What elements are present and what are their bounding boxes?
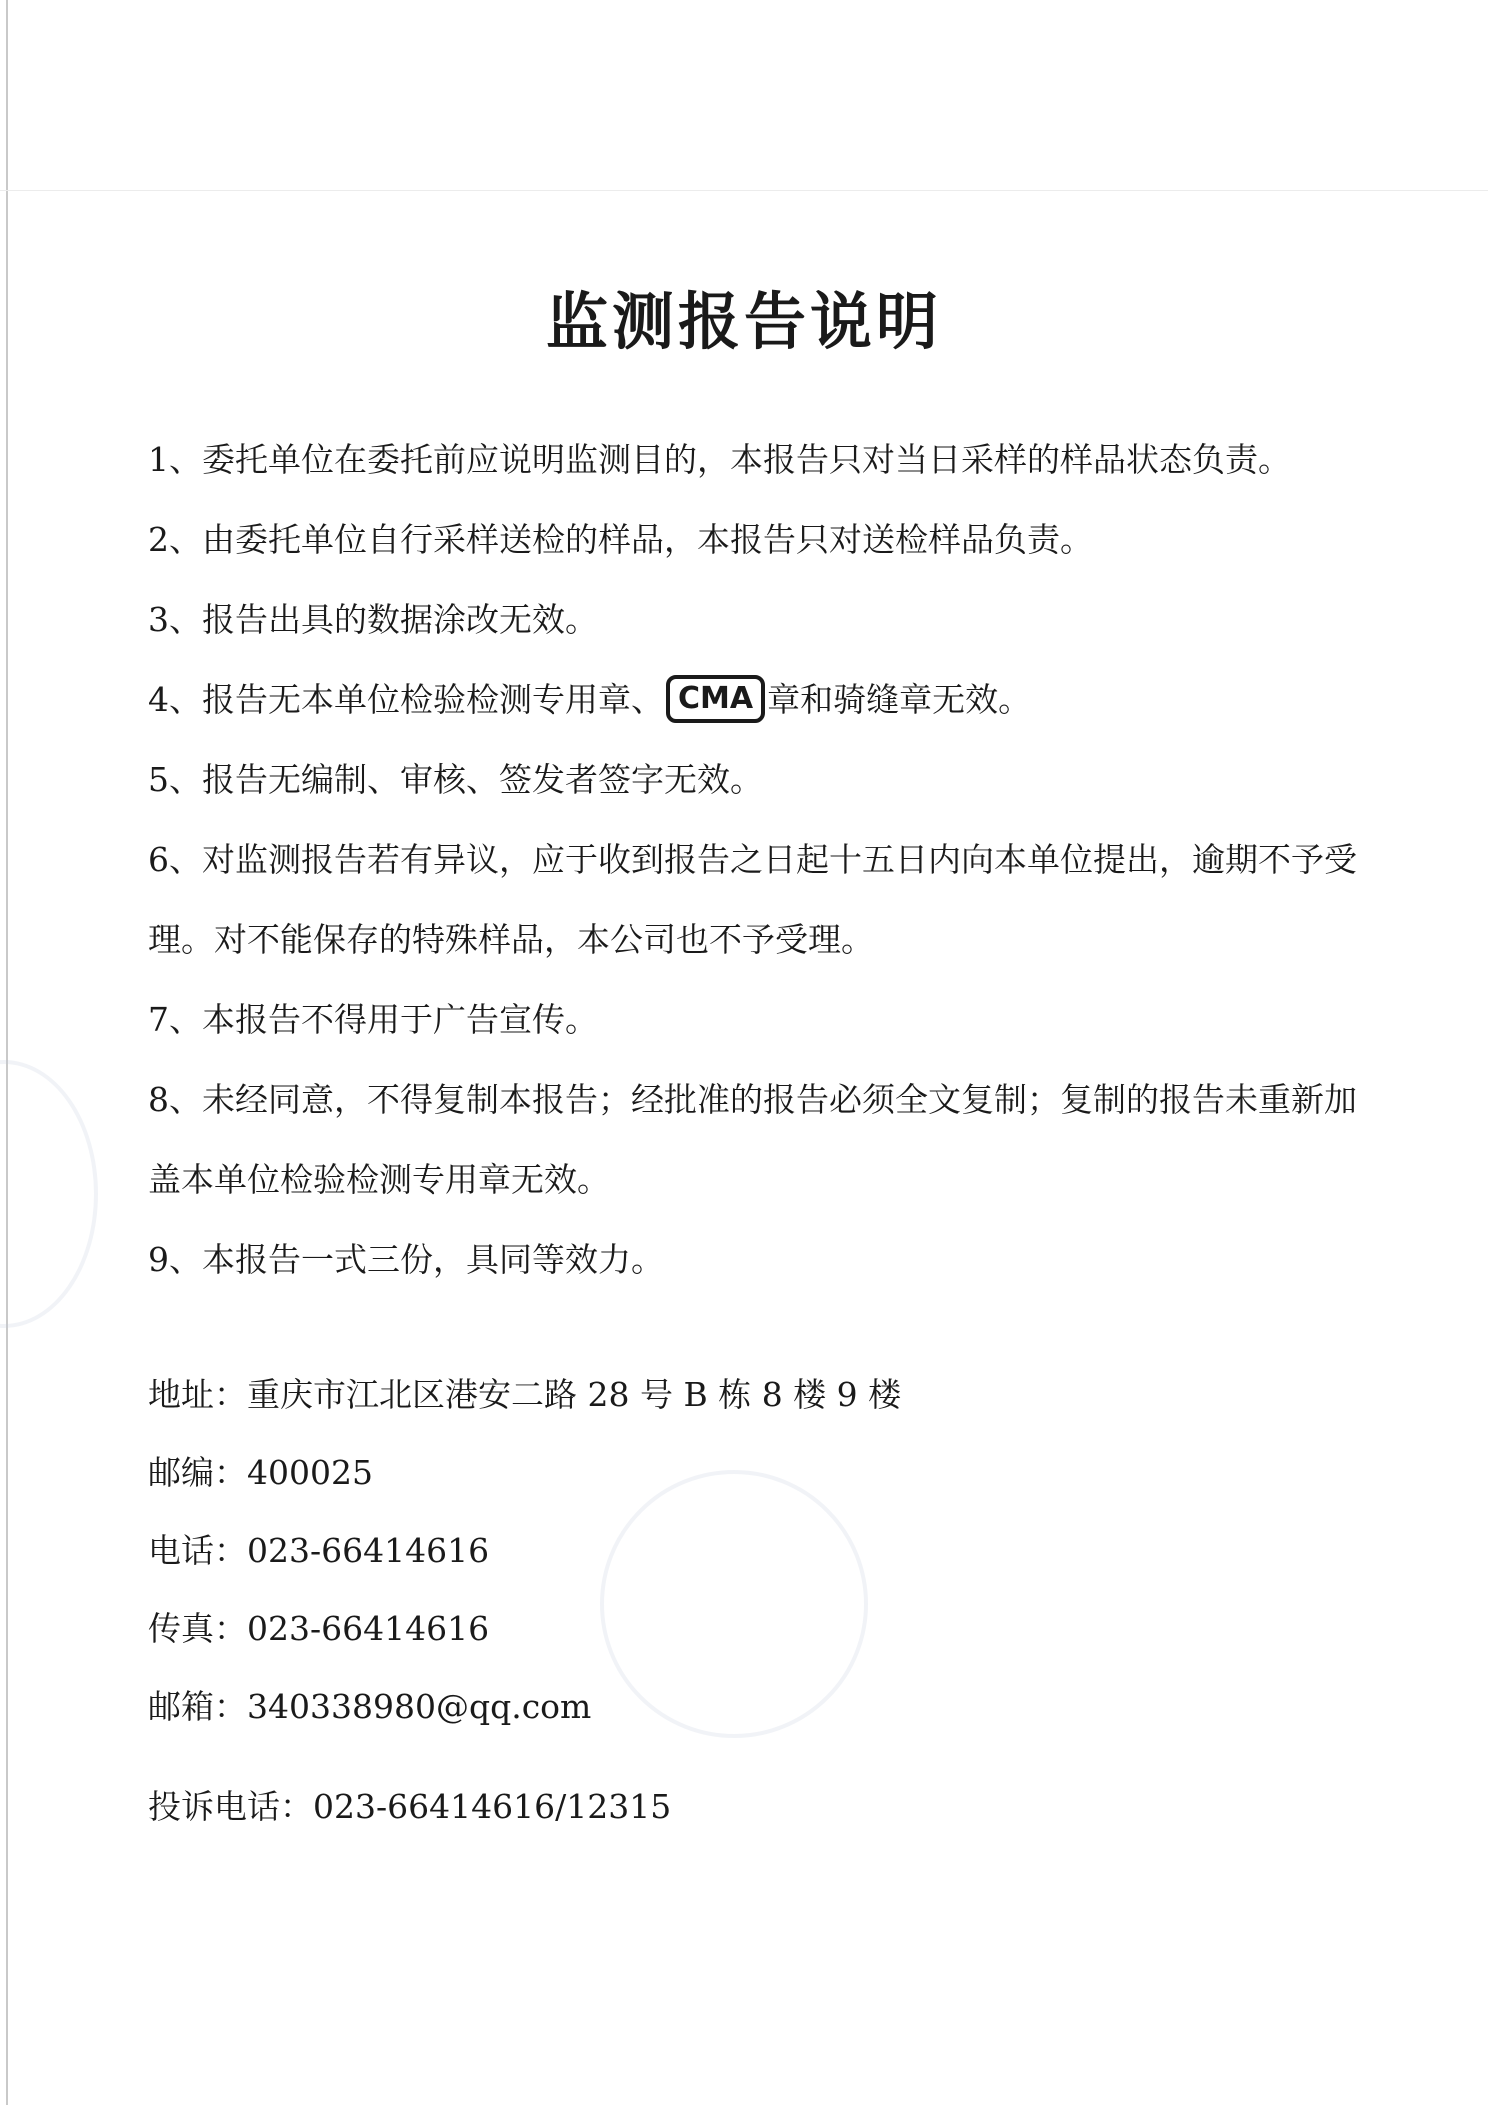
note-item-1: 1、委托单位在委托前应说明监测目的，本报告只对当日采样的样品状态负责。: [148, 440, 1291, 479]
show-through-seal: [0, 1060, 98, 1328]
contact-value: 023-66414616: [247, 1531, 490, 1570]
notes-list: [148, 420, 1368, 1300]
contact-value: 023-66414616: [247, 1609, 490, 1648]
note-item-2: 2、由委托单位自行采样送检的样品，本报告只对送检样品负责。: [148, 520, 1093, 559]
contact-postcode: [148, 1434, 1348, 1512]
note-item-6: 6、对监测报告若有异议，应于收到报告之日起十五日内向本单位提出，逾期不予受理。对不能保存的特殊样品，本公司也不予受理。: [148, 840, 1357, 959]
contact-value: 340338980@qq.com: [247, 1687, 592, 1726]
contact-address: [148, 1356, 1348, 1434]
note-item-7: 7、本报告不得用于广告宣传。: [148, 1000, 598, 1039]
note-item-4-before: 4、报告无本单位检验检测专用章、: [148, 680, 664, 719]
contact-label: 邮箱：: [148, 1687, 247, 1726]
scan-line: [0, 190, 1488, 191]
complaint-value: 023-66414616/12315: [313, 1787, 672, 1826]
complaint-phone: [148, 1768, 1348, 1846]
note-item-8: 8、未经同意，不得复制本报告；经批准的报告必须全文复制；复制的报告未重新加盖本单位检验检测专用章无效。: [148, 1080, 1357, 1199]
contact-value: 400025: [247, 1453, 373, 1492]
complaint-label: 投诉电话：: [148, 1787, 313, 1826]
page-title: 监测报告说明: [545, 285, 942, 358]
contact-value: 重庆市江北区港安二路 28 号 B 栋 8 楼 9 楼: [247, 1375, 902, 1414]
contact-phone: [148, 1512, 1348, 1590]
note-item-3: 3、报告出具的数据涂改无效。: [148, 600, 598, 639]
cma-mark-icon: CMA: [666, 675, 765, 723]
contact-label: 地址：: [148, 1375, 247, 1414]
note-item-4-after: 章和骑缝章无效。: [767, 680, 1032, 719]
contact-label: 邮编：: [148, 1453, 247, 1492]
contact-fax: [148, 1590, 1348, 1668]
contact-label: 传真：: [148, 1609, 247, 1648]
contact-label: 电话：: [148, 1531, 247, 1570]
note-item-9: 9、本报告一式三份，具同等效力。: [148, 1240, 664, 1279]
contact-email: [148, 1668, 1348, 1746]
note-item-5: 5、报告无编制、审核、签发者签字无效。: [148, 760, 763, 799]
contact-block: [148, 1356, 1348, 1746]
note-item-4: [148, 660, 1368, 740]
